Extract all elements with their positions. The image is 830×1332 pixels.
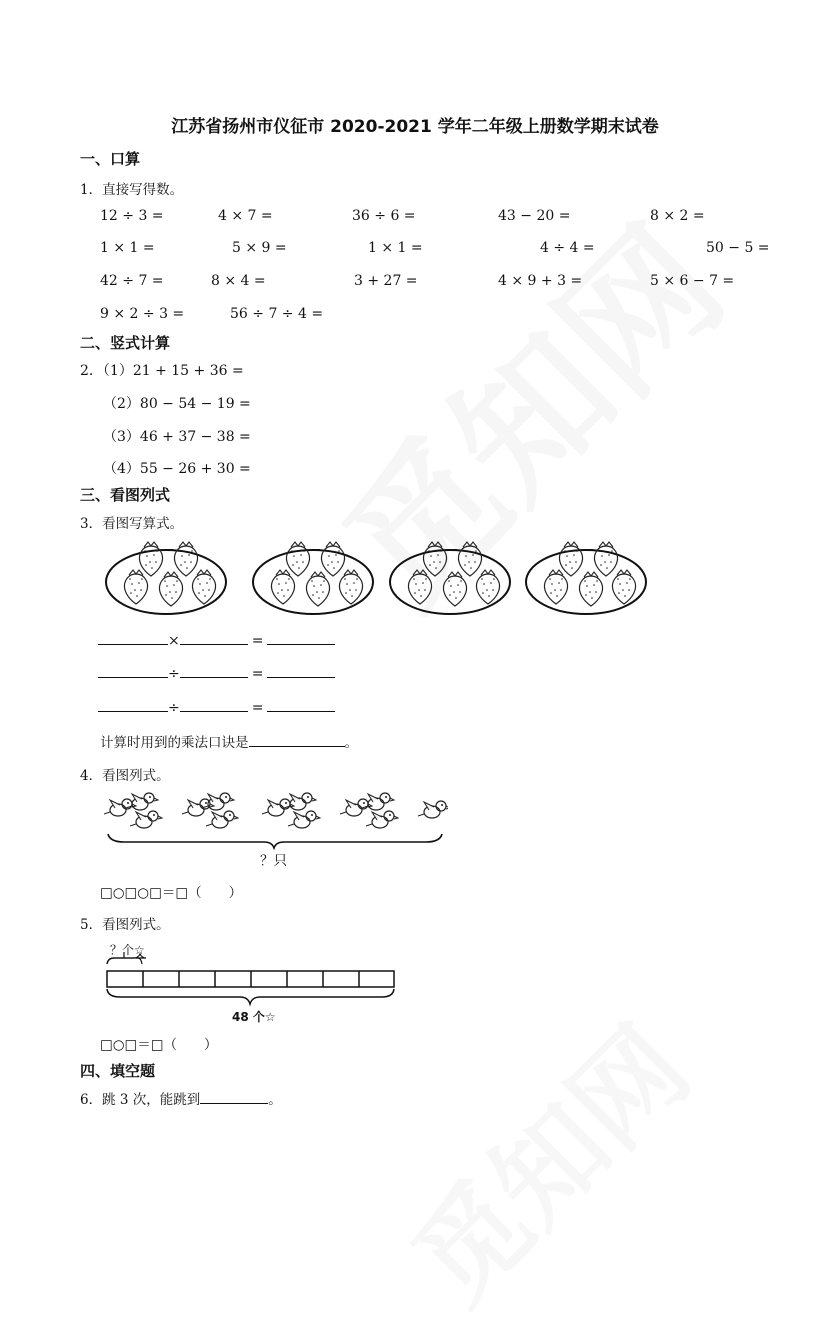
vertical-calc-1: 2．（1）21 + 15 + 36 = <box>80 363 244 379</box>
question-4-label: 4．看图列式。 <box>80 768 170 784</box>
vertical-calc-2: （2）80 − 54 − 19 = <box>103 396 251 412</box>
operator: × <box>168 633 180 649</box>
question-6-prefix: 6．跳 3 次，能跳到 <box>80 1092 201 1108</box>
calc-item: 4 × 7 = <box>218 208 273 224</box>
rhyme-prefix: 计算时用到的乘法口诀是 <box>100 735 249 751</box>
answer-blank[interactable] <box>180 697 248 712</box>
calc-item: 1 × 1 = <box>100 240 155 256</box>
segment-caption: ？个☆ <box>110 943 145 957</box>
answer-blank[interactable] <box>200 1089 268 1104</box>
calc-item: 4 × 9 + 3 = <box>498 273 583 289</box>
answer-blank[interactable] <box>98 663 168 678</box>
section-heading-1: 一、口算 <box>80 150 141 168</box>
calc-item: 43 − 20 = <box>498 208 571 224</box>
calc-item: 42 ÷ 7 = <box>100 273 164 289</box>
equation-line-3 <box>98 697 335 716</box>
bar-diagram <box>100 952 400 1008</box>
watermark-bottom <box>372 986 717 1331</box>
calc-item: 4 ÷ 4 = <box>540 240 595 256</box>
answer-blank[interactable] <box>98 697 168 712</box>
question-4-formula: □○□○□＝□（ ） <box>100 885 243 901</box>
equals-sign: = <box>251 666 264 682</box>
vertical-calc-3: （3）46 + 37 − 38 = <box>103 429 251 445</box>
question-5-formula: □○□＝□（ ） <box>100 1037 218 1053</box>
equals-sign: = <box>251 633 264 649</box>
section-heading-3: 三、看图列式 <box>80 486 171 504</box>
question-3-label: 3．看图写算式。 <box>80 516 184 532</box>
answer-blank[interactable] <box>180 630 248 645</box>
strawberry-plates-figure <box>100 538 660 620</box>
question-1-label: 1．直接写得数。 <box>80 182 184 198</box>
answer-blank[interactable] <box>98 630 168 645</box>
section-heading-4: 四、填空题 <box>80 1062 156 1080</box>
multiplication-rhyme-line <box>100 731 358 751</box>
calc-item: 3 + 27 = <box>354 273 418 289</box>
question-6-suffix: 。 <box>268 1092 282 1108</box>
calc-item: 5 × 6 − 7 = <box>650 273 735 289</box>
answer-blank[interactable] <box>267 697 335 712</box>
calc-item: 50 − 5 = <box>706 240 770 256</box>
calc-item: 56 ÷ 7 ÷ 4 = <box>230 306 324 322</box>
equals-sign: = <box>251 700 264 716</box>
equation-line-1 <box>98 630 335 649</box>
total-caption: 48 个☆ <box>232 1010 276 1024</box>
operator: ÷ <box>168 666 180 682</box>
calc-item: 36 ÷ 6 = <box>352 208 416 224</box>
page-title: 江苏省扬州市仪征市 2020-2021 学年二年级上册数学期末试卷 <box>171 117 659 137</box>
answer-blank[interactable] <box>180 663 248 678</box>
question-6 <box>80 1088 282 1108</box>
calc-item: 9 × 2 ÷ 3 = <box>100 306 185 322</box>
calc-item: 5 × 9 = <box>232 240 287 256</box>
calc-item: 1 × 1 = <box>368 240 423 256</box>
section-heading-2: 二、竖式计算 <box>80 334 171 352</box>
calc-item: 8 × 4 = <box>211 273 266 289</box>
question-5-label: 5．看图列式。 <box>80 917 170 933</box>
calc-item: 12 ÷ 3 = <box>100 208 164 224</box>
vertical-calc-4: （4）55 − 26 + 30 = <box>103 461 251 477</box>
operator: ÷ <box>168 700 180 716</box>
rhyme-suffix: 。 <box>344 735 358 751</box>
answer-blank[interactable] <box>267 630 335 645</box>
birds-caption: ？只 <box>260 853 287 869</box>
answer-blank[interactable] <box>249 732 345 747</box>
equation-line-2 <box>98 663 335 682</box>
answer-blank[interactable] <box>267 663 335 678</box>
calc-item: 8 × 2 = <box>650 208 705 224</box>
